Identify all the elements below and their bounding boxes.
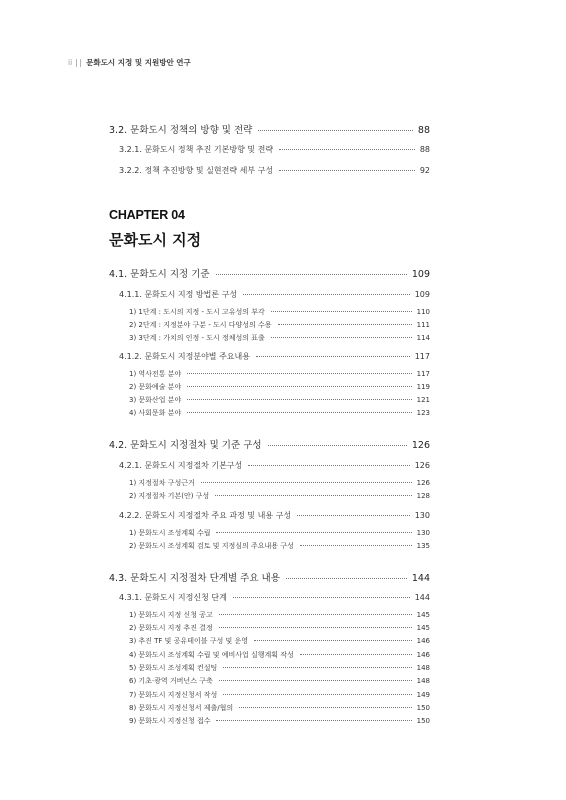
dot-leader — [258, 130, 413, 131]
toc-entry-page: 117 — [416, 370, 430, 378]
toc-entry[interactable] — [129, 650, 430, 660]
toc-entry-title: 2) 문화예술 분야 — [129, 383, 182, 391]
toc-entry-page: 150 — [416, 704, 430, 712]
dot-leader — [187, 386, 411, 387]
toc-entry-title: 4.1.2. 문화도시 지정분야별 주요내용 — [119, 352, 250, 361]
toc-entry[interactable] — [129, 541, 430, 551]
toc-entry-title: 1) 문화도시 조성계획 수립 — [129, 529, 211, 537]
toc-entry-page: 130 — [416, 529, 430, 537]
toc-entry[interactable] — [119, 510, 430, 521]
toc-entry-title: 4) 문화도시 조성계획 수립 및 예비사업 실행계획 작성 — [129, 651, 294, 659]
toc-entry-title: 9) 문화도시 지정신청 접수 — [129, 717, 211, 725]
toc-entry-page: 92 — [419, 166, 430, 175]
toc-entry-title: 7) 문화도시 지정신청서 작성 — [129, 691, 218, 699]
toc-entry-page: 114 — [416, 334, 430, 342]
dot-leader — [256, 356, 410, 357]
dot-leader — [300, 545, 412, 546]
toc-entry-page: 148 — [416, 664, 430, 672]
dot-leader — [219, 627, 412, 628]
toc-entry-page: 119 — [416, 383, 430, 391]
toc-entry[interactable] — [119, 592, 430, 603]
toc-entry-page: 150 — [416, 717, 430, 725]
dot-leader — [279, 149, 415, 150]
dot-leader — [219, 680, 412, 681]
toc-entry-title: 4) 사회문화 분야 — [129, 409, 182, 417]
dot-leader — [215, 495, 411, 496]
toc-entry-title: 3.2.2. 정책 추진방향 및 실현전략 세부 구성 — [119, 166, 274, 175]
dot-leader — [243, 294, 410, 295]
dot-leader — [286, 578, 407, 579]
toc-entry-page: 126 — [411, 440, 430, 451]
toc-entry-page: 88 — [419, 145, 430, 154]
toc-entry-page: 88 — [417, 125, 430, 136]
dot-leader — [248, 465, 409, 466]
toc-entry[interactable] — [129, 703, 430, 713]
dot-leader — [297, 515, 410, 516]
toc-entry-page: 148 — [416, 677, 430, 685]
toc-entry[interactable] — [129, 676, 430, 686]
toc-entry-page: 128 — [416, 492, 430, 500]
toc-entry-title: 3.2.1. 문화도시 정책 추진 기본방향 및 전략 — [119, 145, 274, 154]
running-header-title: 문화도시 지정 및 지원방안 연구 — [86, 58, 191, 67]
toc-entry[interactable] — [129, 333, 430, 343]
toc-entry-page: 149 — [416, 691, 430, 699]
dot-leader — [216, 274, 407, 275]
toc-entry-page: 146 — [416, 651, 430, 659]
dot-leader — [223, 694, 411, 695]
toc-entry[interactable] — [119, 165, 430, 176]
toc-entry[interactable] — [119, 289, 430, 300]
toc-entry-page: 145 — [416, 611, 430, 619]
toc-entry[interactable] — [129, 610, 430, 620]
toc-entry-page: 117 — [414, 352, 430, 361]
toc-entry-title: 2) 문화도시 조성계획 검토 및 지정심의 주요내용 구성 — [129, 542, 294, 550]
toc-entry[interactable] — [119, 144, 430, 155]
toc-entry[interactable] — [129, 408, 430, 418]
dot-leader — [239, 707, 412, 708]
toc-entry-title: 4.1. 문화도시 지정 기준 — [109, 269, 210, 280]
toc-entry-title: 2) 2단계 : 지정분야 구분 - 도시 다양성의 수용 — [129, 321, 272, 329]
toc-entry-title: 1) 역사전통 분야 — [129, 370, 182, 378]
toc-entry-title: 4.1.1. 문화도시 지정 방법론 구성 — [119, 290, 238, 299]
toc-entry[interactable] — [129, 369, 430, 379]
dot-leader — [268, 445, 407, 446]
toc-entry-title: 4.2. 문화도시 지정절차 및 기준 구성 — [109, 440, 262, 451]
toc-entry-title: 5) 문화도시 조성계획 컨설팅 — [129, 664, 218, 672]
dot-leader — [254, 640, 412, 641]
toc-entry-page: 126 — [416, 479, 430, 487]
toc-entry-title: 3) 추진 TF 및 공유테이블 구성 및 운영 — [129, 637, 248, 645]
toc-entry-title: 4.3.1. 문화도시 지정신청 단계 — [119, 593, 227, 602]
toc-entry-page: 109 — [411, 269, 430, 280]
toc-entry-page: 130 — [414, 511, 430, 520]
toc-entry[interactable] — [109, 437, 430, 451]
toc-entry-title: 6) 기초·광역 거버넌스 구축 — [129, 677, 213, 685]
dot-leader — [187, 412, 411, 413]
toc-entry-page: 109 — [414, 290, 430, 299]
toc-entry[interactable] — [129, 491, 430, 501]
toc-entry-title: 8) 문화도시 지정신청서 제출/협의 — [129, 704, 234, 712]
toc-entry[interactable] — [109, 122, 430, 136]
toc-entry-page: 144 — [414, 593, 430, 602]
dot-leader — [201, 482, 412, 483]
toc-entry[interactable] — [129, 395, 430, 405]
dot-leader — [219, 614, 412, 615]
toc-entry[interactable] — [129, 663, 430, 673]
toc-entry-page: 121 — [416, 396, 430, 404]
toc-entry-page: 123 — [416, 409, 430, 417]
dot-leader — [278, 324, 412, 325]
dot-leader — [271, 311, 412, 312]
toc-entry[interactable] — [129, 382, 430, 392]
dot-leader — [271, 337, 412, 338]
toc-entry-page: 145 — [416, 624, 430, 632]
toc-entry[interactable] — [129, 623, 430, 633]
dot-leader — [187, 373, 411, 374]
dot-leader — [233, 597, 410, 598]
toc-entry[interactable] — [119, 351, 430, 362]
toc-entry-page: 146 — [416, 637, 430, 645]
dot-leader — [216, 720, 411, 721]
toc-entry-page: 126 — [414, 461, 430, 470]
dot-leader — [300, 654, 412, 655]
toc-entry-title: 1) 지정절차 구성근거 — [129, 479, 195, 487]
toc-entry[interactable] — [129, 307, 430, 317]
dot-leader — [187, 399, 411, 400]
toc-entry-page: 144 — [411, 573, 430, 584]
toc-entry[interactable] — [129, 320, 430, 330]
toc-entry-title: 3.2. 문화도시 정책의 방향 및 전략 — [109, 125, 253, 136]
toc-entry-title: 4.3. 문화도시 지정절차 단계별 주요 내용 — [109, 573, 280, 584]
dot-leader — [223, 667, 411, 668]
toc-entry[interactable] — [109, 266, 430, 280]
toc-entry[interactable] — [129, 690, 430, 700]
toc-entry-title: 3) 문화산업 분야 — [129, 396, 182, 404]
toc-entry[interactable] — [129, 528, 430, 538]
chapter-label: CHAPTER 04 — [109, 208, 185, 222]
toc-entry-title: 1) 1단계 : 도시의 지정 - 도시 고유성의 부각 — [129, 308, 265, 316]
toc-entry-page: 111 — [416, 321, 430, 329]
toc-entry-title: 2) 지정절차 기본(안) 구성 — [129, 492, 210, 500]
dot-leader — [279, 170, 415, 171]
page-number: ii — [68, 58, 73, 67]
toc-entry[interactable] — [129, 716, 430, 726]
toc-entry-page: 135 — [416, 542, 430, 550]
toc-entry-title: 4.2.2. 문화도시 지정절차 주요 과정 및 내용 구성 — [119, 511, 292, 520]
toc-entry[interactable] — [109, 570, 430, 584]
chapter-title: 문화도시 지정 — [109, 231, 202, 249]
toc-entry-title: 3) 3단계 : 가치의 인정 - 도시 정체성의 표출 — [129, 334, 265, 342]
toc-entry-title: 2) 문화도시 지정 추진 결정 — [129, 624, 213, 632]
toc-entry-title: 1) 문화도시 지정 신청 공고 — [129, 611, 213, 619]
toc-entry[interactable] — [119, 460, 430, 471]
toc-entry[interactable] — [129, 478, 430, 488]
toc-entry-page: 110 — [416, 308, 430, 316]
dot-leader — [216, 532, 411, 533]
toc-entry-title: 4.2.1. 문화도시 지정절차 기본구성 — [119, 461, 243, 470]
toc-entry[interactable] — [129, 636, 430, 646]
